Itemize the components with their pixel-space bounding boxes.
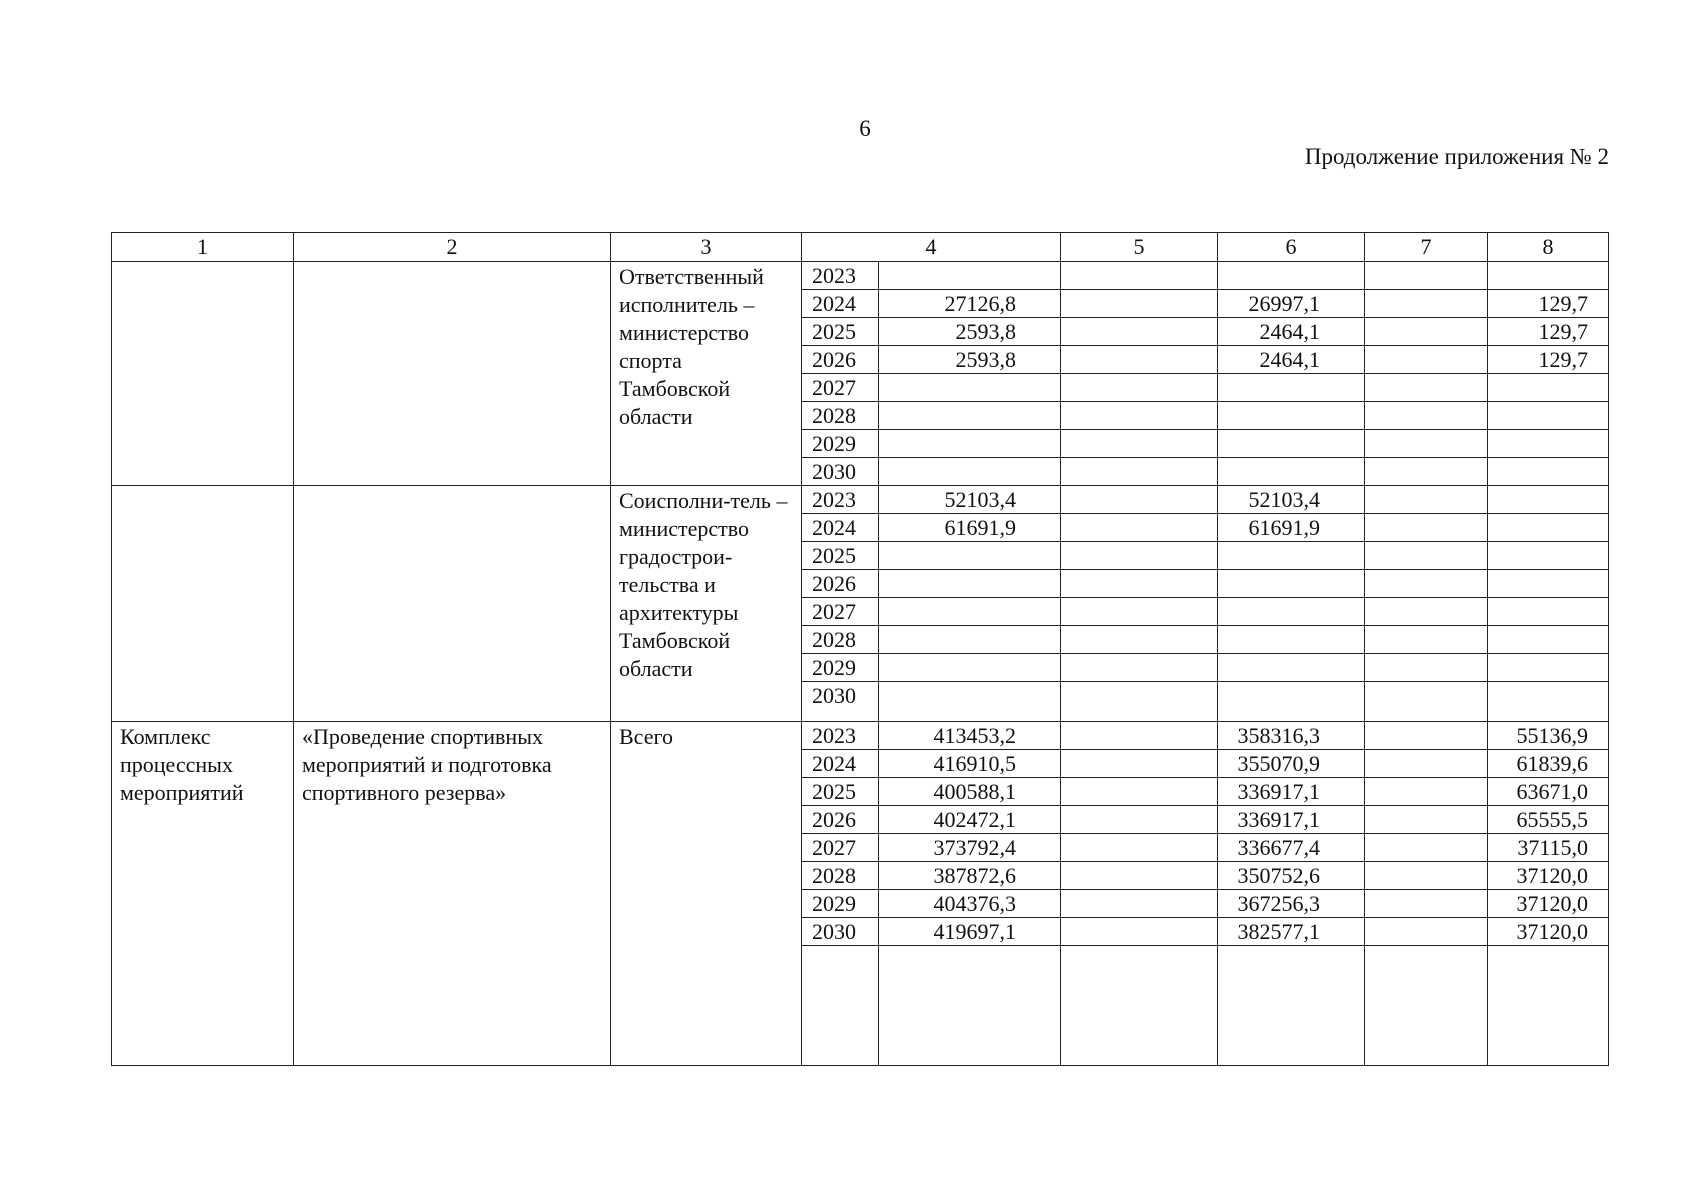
year-cell: 2026 <box>802 806 879 834</box>
year-cell: 2029 <box>802 890 879 918</box>
value-cell-col6 <box>1218 402 1365 430</box>
year-cell: 2025 <box>802 778 879 806</box>
year-cell: 2028 <box>802 402 879 430</box>
year-cell: 2027 <box>802 598 879 626</box>
value-cell-col6: 61691,9 <box>1218 514 1365 542</box>
value-cell-col7 <box>1365 570 1488 598</box>
value-cell-col6: 336677,4 <box>1218 834 1365 862</box>
value-cell-col6 <box>1218 654 1365 682</box>
year-cell: 2023 <box>802 262 879 290</box>
value-cell-col8: 129,7 <box>1488 346 1609 374</box>
value-cell-col7 <box>1365 834 1488 862</box>
value-cell-col6 <box>1218 598 1365 626</box>
value-cell-col7 <box>1365 682 1488 722</box>
value-cell-col8 <box>1488 514 1609 542</box>
value-cell-col6 <box>1218 626 1365 654</box>
year-cell: 2026 <box>802 570 879 598</box>
value-cell-col7 <box>1365 598 1488 626</box>
group-cell-col1 <box>112 262 294 486</box>
value-cell-col7 <box>1365 458 1488 486</box>
value-cell-col7 <box>1365 542 1488 570</box>
value-cell-col5 <box>1061 722 1218 750</box>
value-cell-col6: 2464,1 <box>1218 346 1365 374</box>
column-header-6: 6 <box>1218 233 1365 262</box>
value-cell-col5 <box>1061 402 1218 430</box>
value-cell-col4: 416910,5 <box>879 750 1061 778</box>
column-header-8: 8 <box>1488 233 1609 262</box>
group-cell-col3: Всего <box>611 722 802 1066</box>
column-header-5: 5 <box>1061 233 1218 262</box>
value-cell-col8 <box>1488 374 1609 402</box>
group-cell-col2: «Проведение спортивных мероприятий и подготовка спортивного резерва» <box>294 722 611 1066</box>
group-cell-col2 <box>294 486 611 722</box>
column-header-3: 3 <box>611 233 802 262</box>
value-cell-col8: 37120,0 <box>1488 862 1609 890</box>
value-cell-col4: 52103,4 <box>879 486 1061 514</box>
value-cell-col5 <box>1061 290 1218 318</box>
value-cell-col5 <box>1061 750 1218 778</box>
year-cell: 2030 <box>802 682 879 722</box>
value-cell-col7 <box>1365 806 1488 834</box>
year-cell: 2025 <box>802 542 879 570</box>
value-cell-col8 <box>1488 542 1609 570</box>
table-body <box>112 233 1609 1066</box>
year-cell: 2028 <box>802 626 879 654</box>
value-cell-col7 <box>1365 430 1488 458</box>
value-cell-col4: 2593,8 <box>879 318 1061 346</box>
value-cell-col7 <box>1365 346 1488 374</box>
value-cell-col6 <box>1218 374 1365 402</box>
value-cell-col7 <box>1365 318 1488 346</box>
blank-cell <box>879 946 1061 1066</box>
value-cell-col6: 355070,9 <box>1218 750 1365 778</box>
year-cell: 2030 <box>802 918 879 946</box>
value-cell-col8: 37115,0 <box>1488 834 1609 862</box>
value-cell-col8: 65555,5 <box>1488 806 1609 834</box>
column-header-row <box>112 233 1609 262</box>
value-cell-col4: 2593,8 <box>879 346 1061 374</box>
value-cell-col5 <box>1061 374 1218 402</box>
value-cell-col8 <box>1488 654 1609 682</box>
value-cell-col4: 402472,1 <box>879 806 1061 834</box>
year-cell: 2030 <box>802 458 879 486</box>
value-cell-col4: 400588,1 <box>879 778 1061 806</box>
group-cell-col3: Ответственный исполнитель – министерство спорта Тамбовской области <box>611 262 802 486</box>
value-cell-col6: 336917,1 <box>1218 778 1365 806</box>
table-row <box>112 722 1609 750</box>
value-cell-col7 <box>1365 402 1488 430</box>
value-cell-col5 <box>1061 834 1218 862</box>
value-cell-col6 <box>1218 570 1365 598</box>
column-header-7: 7 <box>1365 233 1488 262</box>
value-cell-col5 <box>1061 862 1218 890</box>
blank-cell <box>1061 946 1218 1066</box>
value-cell-col6: 336917,1 <box>1218 806 1365 834</box>
value-cell-col4 <box>879 598 1061 626</box>
value-cell-col5 <box>1061 778 1218 806</box>
value-cell-col5 <box>1061 318 1218 346</box>
value-cell-col6 <box>1218 430 1365 458</box>
value-cell-col5 <box>1061 542 1218 570</box>
value-cell-col4: 27126,8 <box>879 290 1061 318</box>
column-header-1: 1 <box>112 233 294 262</box>
value-cell-col5 <box>1061 918 1218 946</box>
value-cell-col4 <box>879 402 1061 430</box>
year-cell: 2024 <box>802 750 879 778</box>
group-cell-col1: Комплекс процессных мероприятий <box>112 722 294 1066</box>
value-cell-col5 <box>1061 682 1218 722</box>
blank-cell <box>1365 946 1488 1066</box>
value-cell-col4 <box>879 262 1061 290</box>
blank-cell <box>1218 946 1365 1066</box>
year-cell: 2029 <box>802 430 879 458</box>
value-cell-col6: 358316,3 <box>1218 722 1365 750</box>
value-cell-col5 <box>1061 654 1218 682</box>
value-cell-col5 <box>1061 570 1218 598</box>
value-cell-col6: 52103,4 <box>1218 486 1365 514</box>
value-cell-col8 <box>1488 570 1609 598</box>
year-cell: 2026 <box>802 346 879 374</box>
value-cell-col6 <box>1218 458 1365 486</box>
value-cell-col4: 419697,1 <box>879 918 1061 946</box>
value-cell-col4: 413453,2 <box>879 722 1061 750</box>
value-cell-col5 <box>1061 598 1218 626</box>
value-cell-col4 <box>879 458 1061 486</box>
column-header-4: 4 <box>802 233 1061 262</box>
value-cell-col6 <box>1218 542 1365 570</box>
blank-cell <box>802 946 879 1066</box>
value-cell-col7 <box>1365 722 1488 750</box>
value-cell-col6 <box>1218 262 1365 290</box>
year-cell: 2027 <box>802 374 879 402</box>
value-cell-col5 <box>1061 890 1218 918</box>
value-cell-col8 <box>1488 682 1609 722</box>
value-cell-col7 <box>1365 862 1488 890</box>
year-cell: 2029 <box>802 654 879 682</box>
value-cell-col7 <box>1365 918 1488 946</box>
value-cell-col8 <box>1488 402 1609 430</box>
group-cell-col1 <box>112 486 294 722</box>
value-cell-col4 <box>879 542 1061 570</box>
value-cell-col4: 373792,4 <box>879 834 1061 862</box>
blank-cell <box>1488 946 1609 1066</box>
value-cell-col6: 382577,1 <box>1218 918 1365 946</box>
value-cell-col6: 26997,1 <box>1218 290 1365 318</box>
value-cell-col6: 2464,1 <box>1218 318 1365 346</box>
value-cell-col8: 37120,0 <box>1488 918 1609 946</box>
value-cell-col4 <box>879 654 1061 682</box>
value-cell-col7 <box>1365 262 1488 290</box>
year-cell: 2024 <box>802 514 879 542</box>
value-cell-col4: 61691,9 <box>879 514 1061 542</box>
year-cell: 2024 <box>802 290 879 318</box>
group-cell-col2 <box>294 262 611 486</box>
value-cell-col7 <box>1365 750 1488 778</box>
appendix-note: Продолжение приложения № 2 <box>1304 144 1609 169</box>
value-cell-col4 <box>879 626 1061 654</box>
group-cell-col3: Соисполни-тель – министерство градострои-тельства и архитектуры Тамбовской области <box>611 486 802 722</box>
value-cell-col6: 350752,6 <box>1218 862 1365 890</box>
value-cell-col8: 129,7 <box>1488 290 1609 318</box>
value-cell-col6: 367256,3 <box>1218 890 1365 918</box>
value-cell-col6 <box>1218 682 1365 722</box>
year-cell: 2023 <box>802 722 879 750</box>
value-cell-col4 <box>879 374 1061 402</box>
value-cell-col4 <box>879 430 1061 458</box>
value-cell-col8 <box>1488 626 1609 654</box>
value-cell-col8: 55136,9 <box>1488 722 1609 750</box>
value-cell-col8: 129,7 <box>1488 318 1609 346</box>
value-cell-col7 <box>1365 778 1488 806</box>
year-cell: 2025 <box>802 318 879 346</box>
value-cell-col4 <box>879 570 1061 598</box>
value-cell-col7 <box>1365 290 1488 318</box>
value-cell-col8: 37120,0 <box>1488 890 1609 918</box>
year-cell: 2023 <box>802 486 879 514</box>
value-cell-col5 <box>1061 262 1218 290</box>
year-cell: 2027 <box>802 834 879 862</box>
value-cell-col8 <box>1488 458 1609 486</box>
value-cell-col5 <box>1061 486 1218 514</box>
value-cell-col5 <box>1061 514 1218 542</box>
value-cell-col8 <box>1488 262 1609 290</box>
value-cell-col7 <box>1365 626 1488 654</box>
value-cell-col7 <box>1365 374 1488 402</box>
table-row <box>112 262 1609 290</box>
value-cell-col8: 61839,6 <box>1488 750 1609 778</box>
value-cell-col5 <box>1061 346 1218 374</box>
value-cell-col5 <box>1061 806 1218 834</box>
column-header-2: 2 <box>294 233 611 262</box>
value-cell-col8: 63671,0 <box>1488 778 1609 806</box>
value-cell-col7 <box>1365 890 1488 918</box>
value-cell-col5 <box>1061 458 1218 486</box>
table-row <box>112 486 1609 514</box>
budget-table <box>111 232 1609 1066</box>
value-cell-col4: 404376,3 <box>879 890 1061 918</box>
value-cell-col8 <box>1488 598 1609 626</box>
value-cell-col8 <box>1488 486 1609 514</box>
value-cell-col7 <box>1365 486 1488 514</box>
value-cell-col5 <box>1061 430 1218 458</box>
page-number: 6 <box>859 116 871 141</box>
value-cell-col8 <box>1488 430 1609 458</box>
value-cell-col7 <box>1365 514 1488 542</box>
value-cell-col4: 387872,6 <box>879 862 1061 890</box>
value-cell-col5 <box>1061 626 1218 654</box>
value-cell-col4 <box>879 682 1061 722</box>
value-cell-col7 <box>1365 654 1488 682</box>
year-cell: 2028 <box>802 862 879 890</box>
